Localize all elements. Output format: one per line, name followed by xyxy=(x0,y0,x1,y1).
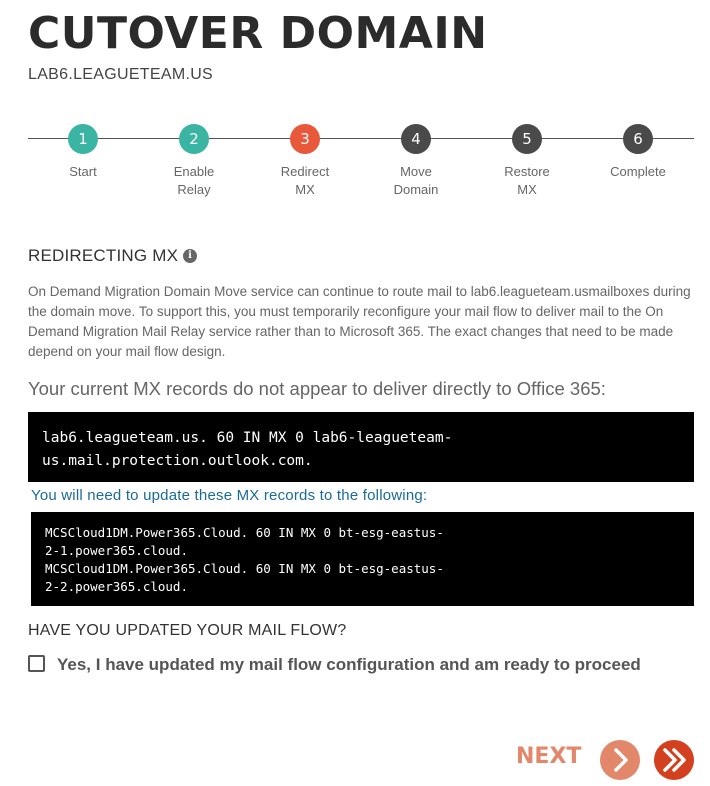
step-enable-relay xyxy=(154,124,234,199)
section-heading xyxy=(28,246,197,266)
section-heading-text: REDIRECTING MX xyxy=(28,246,179,265)
double-chevron-right-icon xyxy=(654,740,694,780)
step-number: 1 xyxy=(68,124,98,154)
step-number: 3 xyxy=(290,124,320,154)
update-note: You will need to update these MX records to the following: xyxy=(31,487,428,504)
page-title: CUTOVER DOMAIN xyxy=(28,8,488,59)
step-label: Complete xyxy=(610,164,666,179)
step-number: 4 xyxy=(401,124,431,154)
step-restore-mx xyxy=(487,124,567,199)
section-description: On Demand Migration Domain Move service can continue to route mail to lab6.leagueteam.usmailboxes during the domain move. To support this, you must temporarily reconfigure your mail flow to deliver mail to the On Demand Migration Mail Relay service rather than to Microsoft 365. The exact changes that need to be made depend on your mail flow design. xyxy=(28,284,691,359)
skip-button[interactable] xyxy=(654,740,694,780)
confirm-checkbox-label[interactable]: Yes, I have updated my mail flow configuration and am ready to proceed xyxy=(57,655,641,674)
step-number: 5 xyxy=(512,124,542,154)
step-label: Restore MX xyxy=(504,164,550,197)
info-icon[interactable]: i xyxy=(183,249,197,263)
step-label: Enable Relay xyxy=(173,164,215,197)
step-label: Move Domain xyxy=(393,164,439,197)
stepper-line xyxy=(28,138,694,139)
confirm-checkbox[interactable] xyxy=(28,655,45,672)
new-mx-records: MCSCloud1DM.Power365.Cloud. 60 IN MX 0 bt-esg-eastus- 2-1.power365.cloud. MCSCloud1DM.Power365.Cloud. 60 IN MX 0 bt-esg-eastus- 2-2.power365.cloud. xyxy=(31,512,694,606)
step-number: 6 xyxy=(623,124,653,154)
confirm-row xyxy=(28,652,668,677)
progress-stepper xyxy=(28,124,694,204)
next-button[interactable] xyxy=(600,740,640,780)
chevron-right-icon xyxy=(600,740,640,780)
step-label: Start xyxy=(69,164,97,179)
step-move-domain xyxy=(376,124,456,199)
step-complete xyxy=(598,124,678,181)
step-start xyxy=(43,124,123,181)
step-label: Redirect MX xyxy=(280,164,330,197)
domain-name: LAB6.LEAGUETEAM.US xyxy=(28,66,214,83)
step-number: 2 xyxy=(179,124,209,154)
current-mx-records: lab6.leagueteam.us. 60 IN MX 0 lab6-leagueteam- us.mail.protection.outlook.com. xyxy=(28,412,694,482)
mailflow-question: HAVE YOU UPDATED YOUR MAIL FLOW? xyxy=(28,622,347,639)
mx-status-text: Your current MX records do not appear to deliver directly to Office 365: xyxy=(28,378,606,399)
next-label[interactable]: NEXT xyxy=(516,744,582,769)
step-redirect-mx xyxy=(265,124,345,199)
